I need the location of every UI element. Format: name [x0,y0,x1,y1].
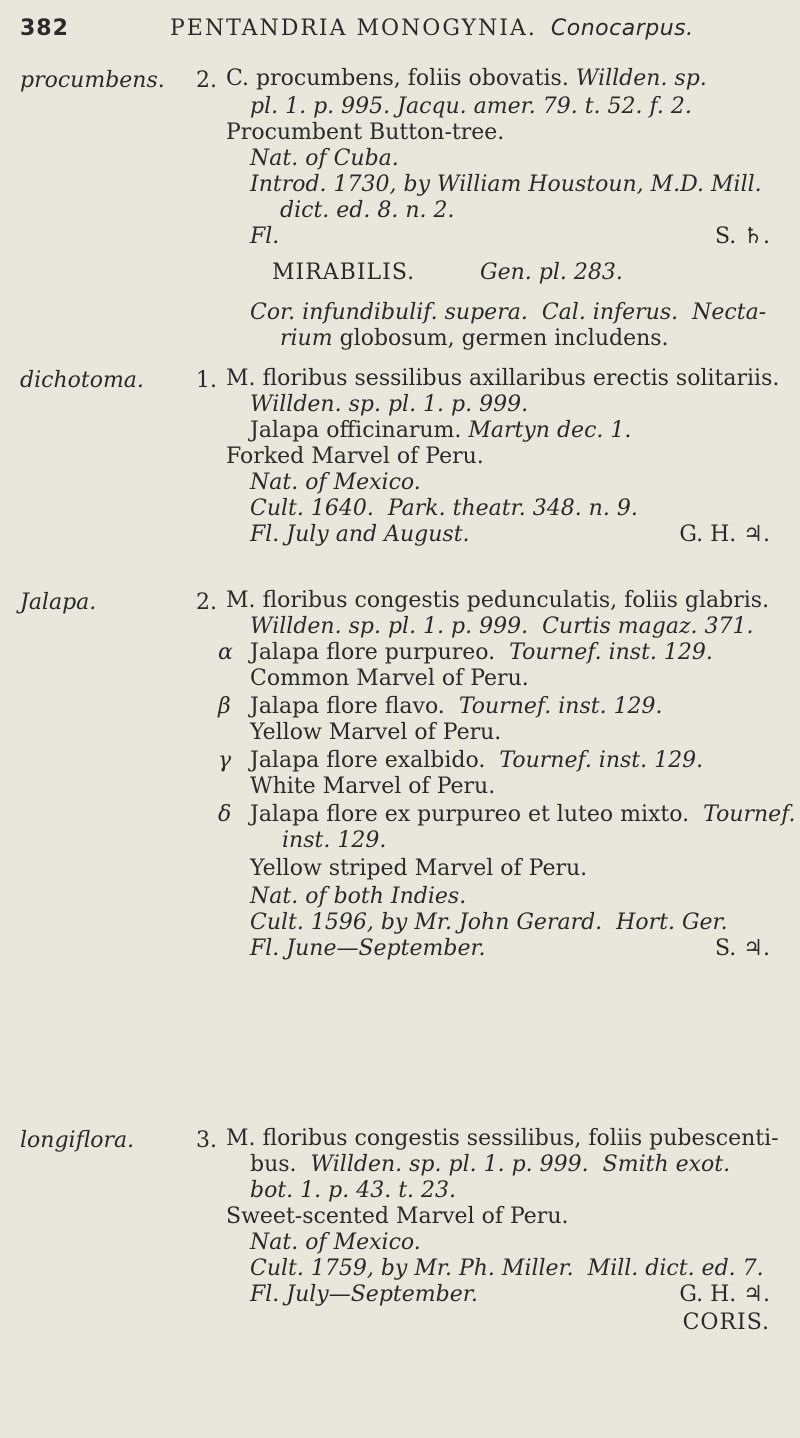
variety-delta-ref: inst. 129. [282,828,387,853]
catchword: CORIS. [682,1310,770,1335]
flowering-line: Fl. June—September. [250,936,486,961]
page-number: 382 [20,16,69,41]
common-name: Procumbent Button-tree. [226,120,505,145]
native-line: Nat. of both Indies. [250,884,467,909]
cultivation-line: Cult. 1640. Park. theatr. 348. n. 9. [250,496,638,521]
reference-line: pl. 1. p. 995. Jacqu. amer. 79. t. 52. f. 2. [250,94,692,119]
genus-reference: Gen. pl. 283. [480,260,623,285]
variety-delta-name: Yellow striped Marvel of Peru. [250,856,588,881]
variety-delta-line: Jalapa flore ex purpureo et luteo mixto. Tournef. [250,802,796,827]
synonym-line: Jalapa officinarum. Martyn dec. 1. [250,418,632,443]
variety-delta-mark: δ [218,802,232,827]
reference-line: bot. 1. p. 43. t. 23. [250,1178,457,1203]
entry-number: 2. [196,68,217,93]
flowering-line: Fl. July and August. [250,522,470,547]
diagnosis-line: M. floribus sessilibus axillaribus erectis solitariis. [226,366,780,391]
diagnosis-line-cont: bus. Willden. sp. pl. 1. p. 999. Smith exot. [250,1152,731,1177]
entry-number: 3. [196,1128,217,1153]
variety-beta-line: Jalapa flore flavo. Tournef. inst. 129. [250,694,663,719]
variety-gamma-line: Jalapa flore exalbido. Tournef. inst. 129. [250,748,704,773]
cultivation-line: Cult. 1596, by Mr. John Gerard. Hort. Ger. [250,910,728,935]
diagnosis-line: M. floribus congestis pedunculatis, foliis glabris. [226,588,770,613]
variety-alpha-name: Common Marvel of Peru. [250,666,529,691]
native-line: Nat. of Cuba. [250,146,399,171]
entry-number: 2. [196,590,217,615]
running-genus: Conocarpus. [550,16,694,41]
variety-beta-name: Yellow Marvel of Peru. [250,720,502,745]
entry-number: 1. [196,368,217,393]
margin-name-longiflora: longiflora. [20,1128,135,1153]
habit-symbol: S. ♄. [715,224,770,249]
margin-name-dichotoma: dichotoma. [20,368,144,393]
variety-alpha-mark: α [218,640,233,665]
running-header [0,10,800,46]
reference-line: dict. ed. 8. n. 2. [280,198,455,223]
running-title [170,16,694,41]
margin-name-jalapa: Jalapa. [20,590,97,615]
cultivation-line: Cult. 1759, by Mr. Ph. Miller. Mill. dict. ed. 7. [250,1256,764,1281]
reference-line: Willden. sp. pl. 1. p. 999. Curtis magaz. 371. [250,614,754,639]
genus-character-line: Cor. infundibulif. supera. Cal. inferus. Necta- [250,300,767,325]
habit-symbol: S. ♃. [715,936,770,961]
habit-symbol: G. H. ♃. [679,522,770,547]
common-name: Forked Marvel of Peru. [226,444,484,469]
genus-character-line: rium globosum, germen includens. [280,326,669,351]
native-line: Nat. of Mexico. [250,470,421,495]
flowering-line: Fl. July—September. [250,1282,478,1307]
variety-alpha-line: Jalapa flore purpureo. Tournef. inst. 129. [250,640,713,665]
habit-symbol: G. H. ♃. [679,1282,770,1307]
variety-gamma-mark: γ [218,748,232,773]
introduction-line: Introd. 1730, by William Houstoun, M.D. Mill. [250,172,762,197]
class-order: PENTANDRIA MONOGYNIA. [170,16,537,41]
diagnosis-line: M. floribus congestis sessilibus, foliis pubescenti- [226,1126,779,1151]
genus-name: MIRABILIS. [272,260,416,285]
common-name: Sweet-scented Marvel of Peru. [226,1204,569,1229]
diagnosis-line: C. procumbens, foliis obovatis. Willden. sp. [226,66,707,91]
reference-line: Willden. sp. pl. 1. p. 999. [250,392,529,417]
variety-beta-mark: β [218,694,231,719]
variety-gamma-name: White Marvel of Peru. [250,774,496,799]
flowering-line: Fl. [250,224,280,249]
margin-name-procumbens: procumbens. [20,68,165,93]
native-line: Nat. of Mexico. [250,1230,421,1255]
